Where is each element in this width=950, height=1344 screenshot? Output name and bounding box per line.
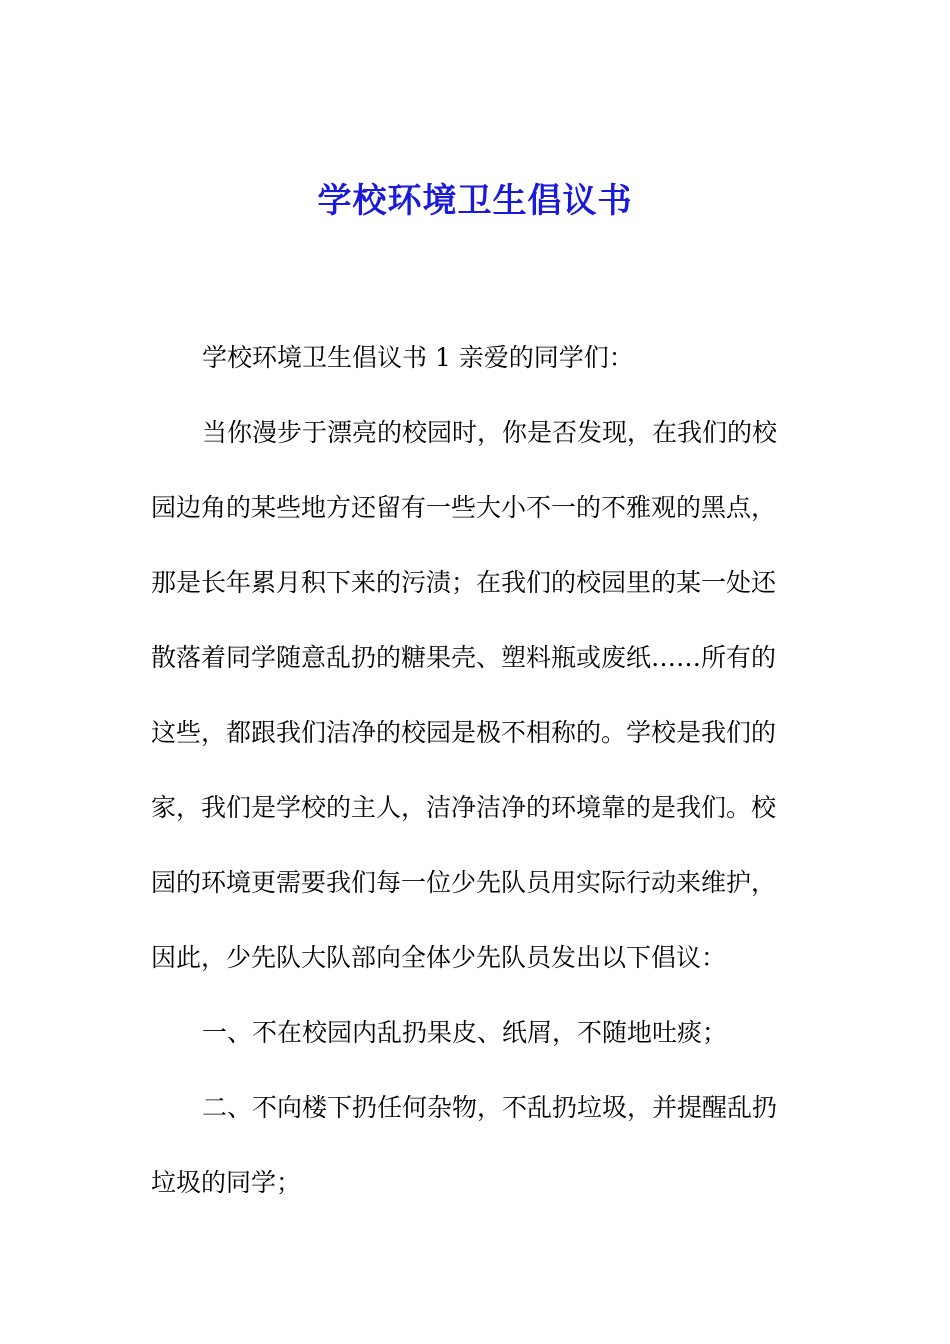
paragraph-line: 这些，都跟我们洁净的校园是极不相称的。学校是我们的: [151, 718, 777, 747]
paragraph-greeting: [151, 320, 791, 395]
paragraph-line: 一、不在校园内乱扔果皮、纸屑，不随地吐痰；: [202, 1018, 728, 1047]
paragraph-line: 散落着同学随意乱扔的糖果壳、塑料瓶或废纸……所有的: [151, 643, 777, 672]
paragraph-line: 家，我们是学校的主人，洁净洁净的环境靠的是我们。校: [151, 793, 777, 822]
document-body: [151, 320, 791, 1220]
paragraph-line: 二、不向楼下扔任何杂物，不乱扔垃圾，并提醒乱扔: [202, 1093, 778, 1122]
paragraph-line: 那是长年累月积下来的污渍；在我们的校园里的某一处还: [151, 568, 777, 597]
proposal-item-1: [151, 995, 791, 1070]
paragraph-line: 园的环境更需要我们每一位少先队员用实际行动来维护，: [151, 868, 777, 897]
paragraph-line: 因此，少先队大队部向全体少先队员发出以下倡议：: [151, 943, 727, 972]
paragraph-line: 当你漫步于漂亮的校园时，你是否发现，在我们的校: [202, 418, 778, 447]
paragraph-line: 园边角的某些地方还留有一些大小不一的不雅观的黑点，: [151, 493, 777, 522]
proposal-item-2: [151, 1070, 791, 1220]
paragraph-intro: [151, 395, 791, 995]
paragraph-line: 学校环境卫生倡议书 1 亲爱的同学们：: [202, 343, 634, 372]
document-title: 学校环境卫生倡议书: [317, 181, 633, 221]
paragraph-line: 垃圾的同学；: [151, 1168, 302, 1197]
